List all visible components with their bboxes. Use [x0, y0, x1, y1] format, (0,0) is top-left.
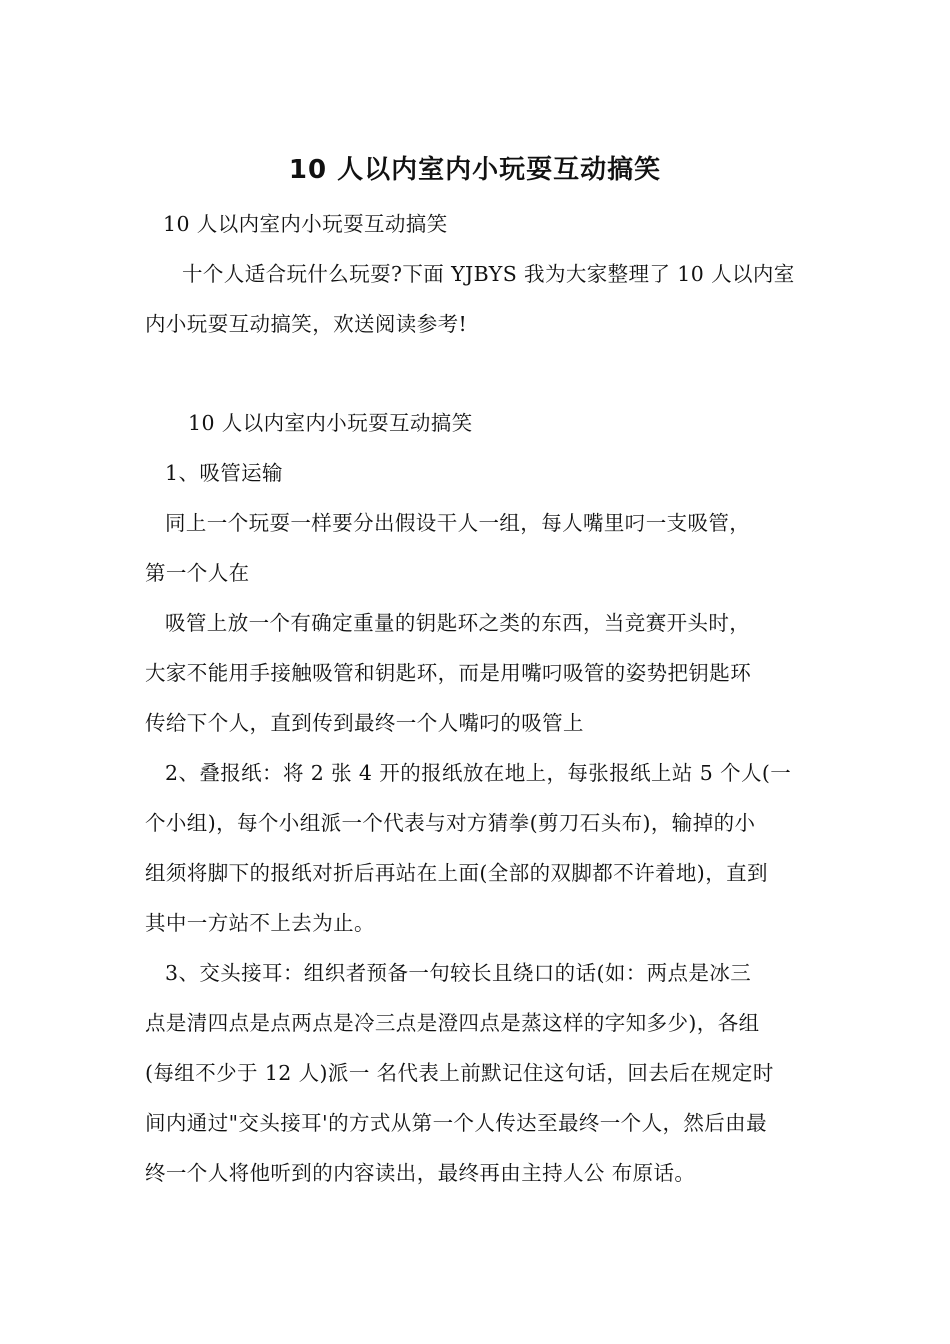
item-2-line-3: 组须将脚下的报纸对折后再站在上面(全部的双脚都不许着地)，直到 [145, 861, 768, 885]
intro-line-1: 十个人适合玩什么玩耍?下面 YJBYS 我为大家整理了 10 人以内室 [182, 262, 795, 286]
item-1-heading: 1、吸管运输 [165, 461, 283, 485]
subtitle: 10 人以内室内小玩耍互动搞笑 [163, 212, 448, 236]
item-3-line-3: (每组不少于 12 人)派一 名代表上前默记住这句话，回去后在规定时 [145, 1061, 774, 1085]
item-1-line-5: 传给下个人，直到传到最终一个人嘴叼的吸管上 [145, 711, 584, 735]
section-heading: 10 人以内室内小玩耍互动搞笑 [188, 411, 473, 435]
item-1-line-3: 吸管上放一个有确定重量的钥匙环之类的东西，当竞赛开头时， [165, 611, 751, 635]
intro-line-2: 内小玩耍互动搞笑，欢送阅读参考! [145, 312, 468, 336]
item-1-line-4: 大家不能用手接触吸管和钥匙环，而是用嘴叼吸管的姿势把钥匙环 [145, 661, 752, 685]
item-2-line-1: 2、叠报纸：将 2 张 4 开的报纸放在地上，每张报纸上站 5 个人(一 [165, 761, 792, 785]
item-3-line-1: 3、交头接耳：组织者预备一句较长且绕口的话(如：两点是冰三 [165, 961, 752, 985]
item-3-line-2: 点是清四点是点两点是冷三点是澄四点是蒸这样的字知多少)，各组 [145, 1011, 760, 1035]
item-3-line-5: 终一个人将他听到的内容读出，最终再由主持人公 布原话。 [145, 1161, 696, 1185]
item-3-line-4: 间内通过"交头接耳'的方式从第一个人传达至最终一个人，然后由最 [145, 1111, 767, 1135]
item-1-line-1: 同上一个玩耍一样要分出假设干人一组，每人嘴里叼一支吸管， [165, 511, 751, 535]
document-title: 10 人以内室内小玩耍互动搞笑 [288, 155, 662, 185]
item-1-line-2: 第一个人在 [145, 561, 250, 585]
item-2-line-4: 其中一方站不上去为止。 [145, 911, 375, 935]
item-2-line-2: 个小组)，每个小组派一个代表与对方猜拳(剪刀石头布)，输掉的小 [145, 811, 756, 835]
